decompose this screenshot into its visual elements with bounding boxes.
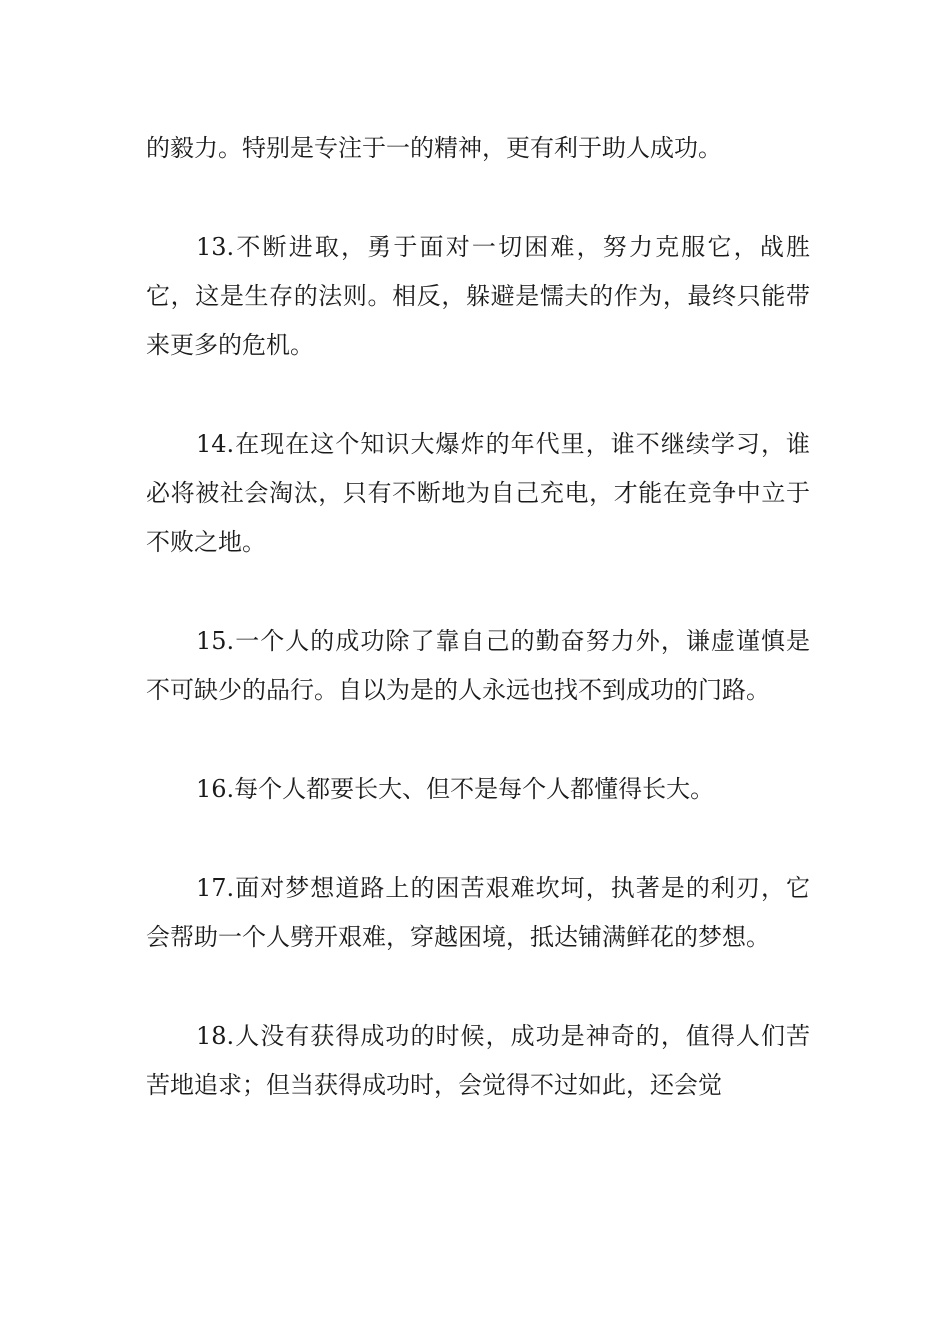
paragraph-17: 17.面对梦想道路上的困苦艰难坎坷，执著是的利刃，它会帮助一个人劈开艰难，穿越困境，抵达铺满鲜花的梦想。 — [146, 874, 810, 951]
paragraph-15: 15.一个人的成功除了靠自己的勤奋努力外，谦虚谨慎是不可缺少的品行。自以为是的人永远也找不到成功的门路。 — [146, 627, 810, 704]
paragraph-16: 16.每个人都要长大、但不是每个人都懂得长大。 — [196, 775, 715, 803]
paragraph-13: 13.不断进取，勇于面对一切困难，努力克服它，战胜它，这是生存的法则。相反，躲避是懦夫的作为，最终只能带来更多的危机。 — [146, 233, 810, 359]
paragraph-14: 14.在现在这个知识大爆炸的年代里，谁不继续学习，谁必将被社会淘汰，只有不断地为自己充电，才能在竞争中立于不败之地。 — [146, 430, 810, 556]
text-column — [146, 124, 810, 1160]
paragraph-18: 18.人没有获得成功的时候，成功是神奇的，值得人们苦苦地追求；但当获得成功时，会觉得不过如此，还会觉 — [146, 1022, 810, 1099]
paragraph-continuation: 的毅力。特别是专注于一的精神，更有利于助人成功。 — [146, 134, 722, 162]
